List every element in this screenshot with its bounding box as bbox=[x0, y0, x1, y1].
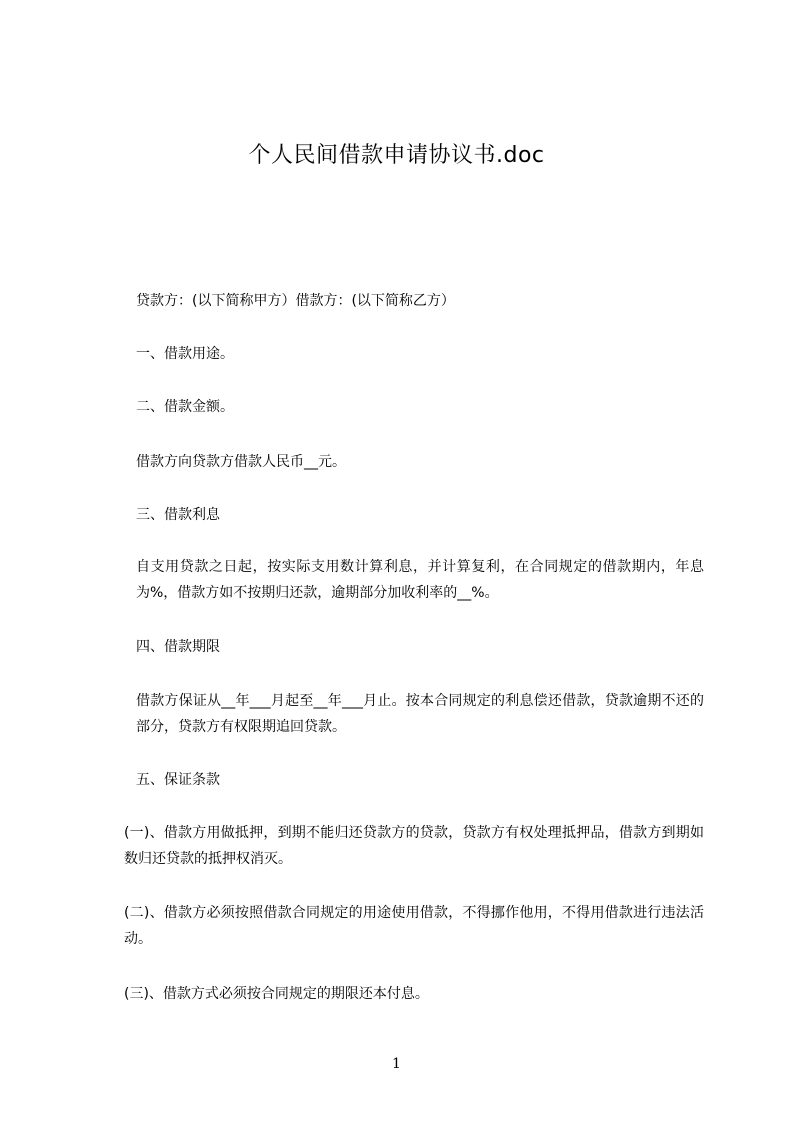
loan-amount-paragraph: 借款方向贷款方借款人民币__元。 bbox=[136, 454, 346, 470]
section-heading-loan-purpose: 一、借款用途。 bbox=[136, 346, 234, 362]
section-heading-guarantee: 五、保证条款 bbox=[136, 772, 220, 788]
guarantee-clause-3: (三)、借款方式必须按合同规定的期限还本付息。 bbox=[124, 986, 429, 1002]
guarantee-clause-2: (二)、借款方必须按照借款合同规定的用途使用借款，不得挪作他用，不得用借款进行违法活动。 bbox=[124, 905, 704, 947]
section-heading-loan-term: 四、借款期限 bbox=[136, 639, 220, 655]
loan-term-paragraph: 借款方保证从__年___月起至__年___月止。按本合同规定的利息偿还借款，贷款逾期不还的部分，贷款方有权限期追回贷款。 bbox=[136, 693, 704, 735]
page-number: 1 bbox=[392, 1056, 401, 1072]
parties-paragraph: 贷款方：(以下简称甲方）借款方：(以下简称乙方） bbox=[136, 293, 455, 309]
guarantee-clause-1: (一)、借款方用做抵押，到期不能归还贷款方的贷款，贷款方有权处理抵押品，借款方到期如数归还贷款的抵押权消灭。 bbox=[124, 825, 704, 867]
section-heading-loan-interest: 三、借款利息 bbox=[136, 507, 220, 523]
document-title: 个人民间借款申请协议书.doc bbox=[248, 143, 545, 168]
loan-interest-paragraph: 自支用贷款之日起，按实际支用数计算利息，并计算复利，在合同规定的借款期内，年息为%，借款方如不按期归还款，逾期部分加收利率的__%。 bbox=[136, 559, 704, 601]
section-heading-loan-amount: 二、借款金额。 bbox=[136, 399, 234, 415]
